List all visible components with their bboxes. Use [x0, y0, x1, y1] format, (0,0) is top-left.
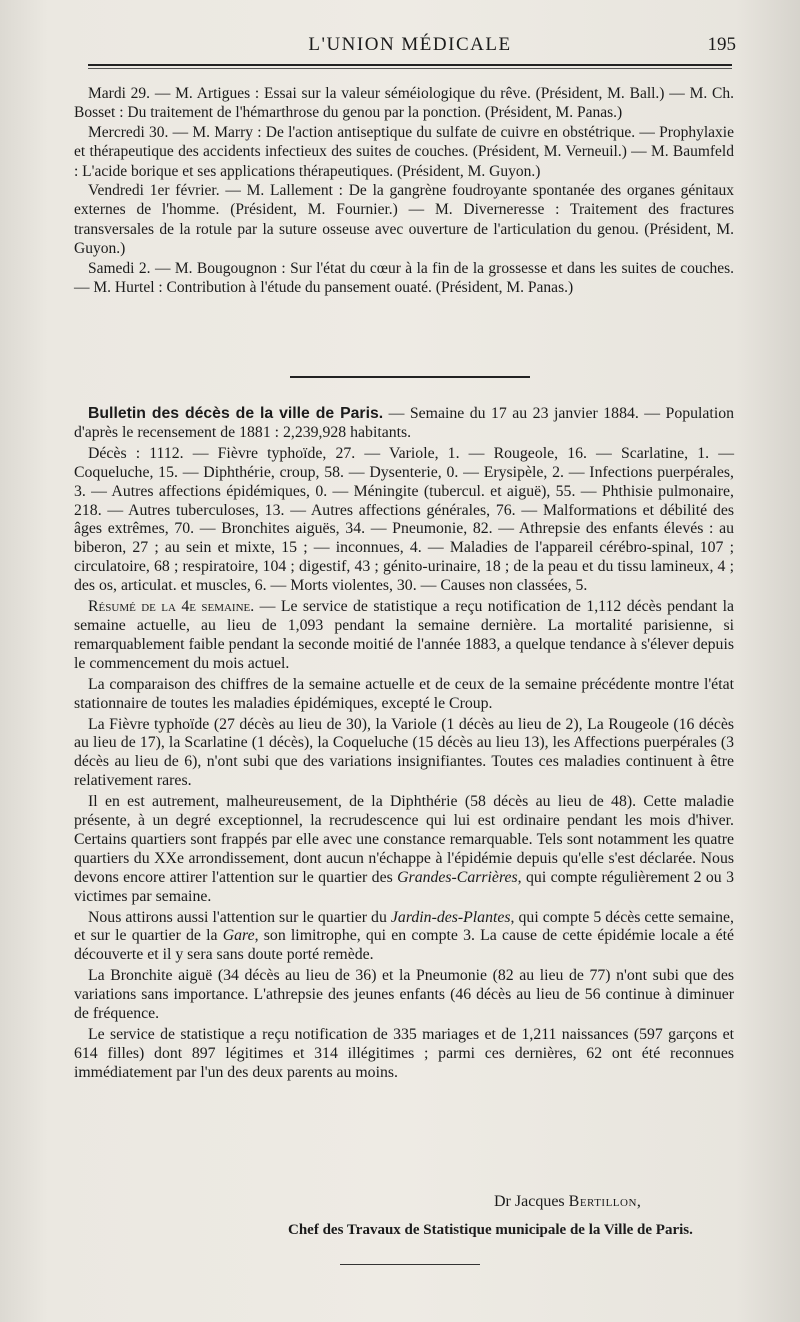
quarter-name: Grandes-Carrières [397, 868, 518, 886]
paragraph-bronchitis: La Bronchite aiguë (34 décès au lieu de 36) et la Pneumonie (82 au lieu de 77) n'ont subi que des variations sans importance. L'athrepsie des jeunes enfants (46 décès au lieu de 56 continue à diminuer de fréquence. [74, 967, 734, 1023]
section-divider [290, 376, 530, 378]
running-header [84, 34, 736, 62]
header-rule [88, 64, 732, 66]
death-causes: Décès : 1112. — Fièvre typhoïde, 27. — Variole, 1. — Rougeole, 16. — Scarlatine, 1. — Coqueluche, 15. — Diphthérie, croup, 58. — Dysenterie, 0. — Erysipèle, 2. — Infections puerpérales, 3. — Autres affections épidémiques, 0. — Méningite (tubercul. et aiguë), 55. — Phthisie pulmonaire, 218. — Autres tuberculoses, 13. — Autres affections générales, 76. — Malformations et débilité des âges extrêmes, 70. — Bronchites aiguës, 34. — Pneumonie, 82. — Athrepsie des enfants élevés : au biberon, 27 ; au sein et mixte, 15 ; — inconnues, 4. — Maladies de l'appareil cérébro-spinal, 107 ; circulatoire, 68 ; respiratoire, 104 ; digestif, 43 ; génito-urinaire, 18 ; de la peau et du tissu lamineux, 4 ; des os, articulat. et muscles, 6. — Morts violentes, 30. — Causes non classées, 5. [74, 444, 734, 595]
weekly-summary [74, 598, 734, 674]
summary-label: Résumé de la 4e semaine. [88, 598, 255, 616]
diphtheria-text-end: , qui compte régulièrement 2 ou 3 victimes par semaine. [74, 868, 734, 905]
jardin-text-mid: , qui compte 5 décès cette semaine, et sur le quartier de la [74, 908, 734, 945]
paragraph-registry: Le service de statistique a reçu notification de 335 mariages et de 1,211 naissances (597 garçons et 614 filles) dont 897 légitimes et 314 illégitimes ; parmi ces dernières, 62 ont été reconnues immédiatement par l'un des deux parents au moins. [74, 1026, 734, 1081]
paragraph-jardin [74, 909, 734, 966]
page-number: 195 [707, 34, 736, 55]
mortality-bulletin [74, 405, 734, 1085]
summary-text: — Le service de statistique a reçu notification de 1,112 décès pendant la semaine actuelle, au lieu de 1,093 pendant la semaine dernière. La mortalité parisienne, si remarquablement faible pendant la seconde moitié de l'année 1883, a quelque tendance à s'élever depuis le commencement du mois actuel. [74, 598, 734, 672]
author-prefix: Dr Jacques [494, 1193, 569, 1210]
header-rule-thin [88, 68, 732, 69]
quarter-name: Gare [222, 927, 255, 945]
paragraph-comparison: La comparaison des chiffres de la semaine actuelle et de ceux de la semaine précédente montre l'état stationnaire de toutes les maladies épidémiques, excepté le Croup. [74, 675, 734, 712]
agenda-entry: Samedi 2. — M. Bougougnon : Sur l'état du cœur à la fin de la grossesse et dans les suites de couches. — M. Hurtel : Contribution à l'étude du pansement ouaté. (Président, M. Panas.) [74, 259, 734, 297]
thesis-agenda [74, 84, 734, 297]
journal-title: L'UNION MÉDICALE [308, 34, 512, 55]
bulletin-heading: Bulletin des décès de la ville de Paris. [88, 405, 384, 422]
author-credit: Chef des Travaux de Statistique municipale de la Ville de Paris. [288, 1222, 693, 1238]
diphtheria-text: Il en est autrement, malheureusement, de la Diphthérie (58 décès au lieu de 48). Cette maladie présente, à un degré exceptionnel, la recrudescence qui lui est ordinaire pendant les mois d'hiver. Certains quartiers sont frappés par elle avec une constance remarquable. Tels sont notamment les quatre quartiers du XXe arrondissement, dont aucun n'échappe à l'épidémie depuis qu'elle s'est déclarée. Nous devons encore attirer l'attention sur le quartier des [74, 793, 734, 886]
footer-rule [340, 1264, 480, 1265]
agenda-entry: Mardi 29. — M. Artigues : Essai sur la valeur séméiologique du rêve. (Président, M. Ball.) — M. Ch. Bosset : Du traitement de l'hémarthrose du genou par la ponction. (Président, M. Panas.) [74, 85, 734, 122]
bulletin-intro-text: — Semaine du 17 au 23 janvier 1884. — Population d'après le recensement de 1881 : 2,239,928 habitants. [74, 405, 735, 441]
jardin-text: Nous attirons aussi l'attention sur le quartier du [88, 908, 391, 926]
paragraph-fevers: La Fièvre typhoïde (27 décès au lieu de 30), la Variole (1 décès au lieu de 2), La Rougeole (16 décès au lieu de 17), la Scarlatine (1 décès), la Coqueluche (15 décès au lieu 13), les Affections puerpérales (3 décès au lieu de 6), n'ont subi que des variations insignifiantes. Toutes ces maladies continuent à être relativement rares. [74, 715, 734, 790]
quarter-name: Jardin-des-Plantes [390, 908, 511, 926]
jardin-text-end: , son limitrophe, qui en compte 3. La cause de cette épidémie locale a été découverte et il y sera sans doute porté remède. [74, 927, 734, 964]
paragraph-diphtheria [74, 793, 734, 906]
author-name: Bertillon, [568, 1193, 642, 1210]
agenda-entry: Mercredi 30. — M. Marry : De l'action antiseptique du sulfate de cuivre en obstétrique. — Prophylaxie et thérapeutique des accidents infectieux des suites de couches. (Président, M. Verneuil.) — M. Baumfeld : L'acide borique et ses applications thérapeutiques. (Président, M. Guyon.) [74, 123, 734, 180]
agenda-entry: Vendredi 1er février. — M. Lallement : De la gangrène foudroyante spontanée des organes génitaux externes de l'homme. (Président, M. Fournier.) — M. Diverneresse : Traitement des fractures transversales de la rotule par la suture osseuse avec ouverture de l'articulation du genou. (Président, M. Guyon.) [74, 182, 734, 258]
bulletin-intro [74, 405, 734, 443]
author-signature [494, 1193, 734, 1211]
